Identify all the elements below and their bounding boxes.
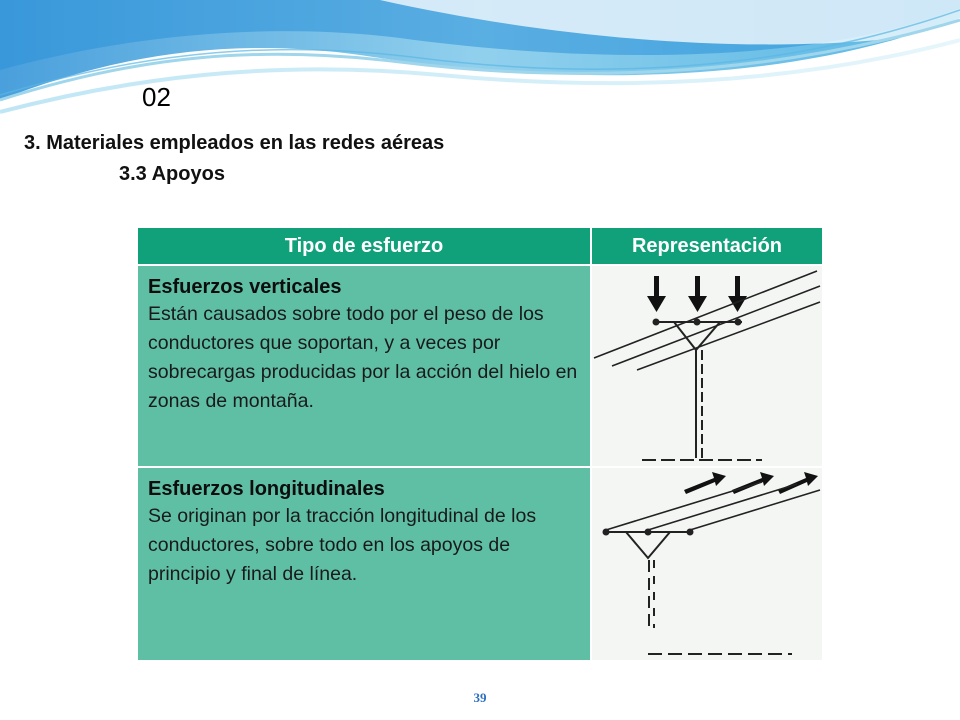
longitudinal-stress-pole-icon: [592, 468, 821, 660]
vertical-stress-pole-icon: [592, 266, 821, 466]
header-representation: Representación: [591, 228, 822, 265]
subsection-title: 3.3 Apoyos: [119, 163, 225, 185]
section-title: 3. Materiales empleados en las redes aéreas: [24, 132, 445, 154]
table-row: [138, 467, 822, 660]
vertical-stress-description: Están causados sobre todo por el peso de los conductores que soportan, y a veces por sobrecargas producidas por la acción del hielo en zonas de montaña.: [148, 303, 578, 412]
table-row: [138, 265, 822, 467]
vertical-stress-text-cell: [138, 265, 591, 467]
chapter-number: 02: [142, 82, 171, 112]
longitudinal-stress-text-cell: [138, 467, 591, 660]
page-number: 39: [473, 690, 487, 705]
stress-types-table: [138, 228, 822, 660]
header-stress-type: Tipo de esfuerzo: [138, 228, 591, 265]
longitudinal-stress-title: Esfuerzos longitudinales: [148, 478, 385, 500]
longitudinal-stress-illustration-cell: [591, 467, 822, 660]
table-header-row: [138, 228, 822, 265]
longitudinal-stress-description: Se originan por la tracción longitudinal de los conductores, sobre todo en los apoyos de principio y final de línea.: [148, 505, 537, 585]
vertical-stress-title: Esfuerzos verticales: [148, 276, 342, 298]
vertical-stress-illustration-cell: [591, 265, 822, 467]
